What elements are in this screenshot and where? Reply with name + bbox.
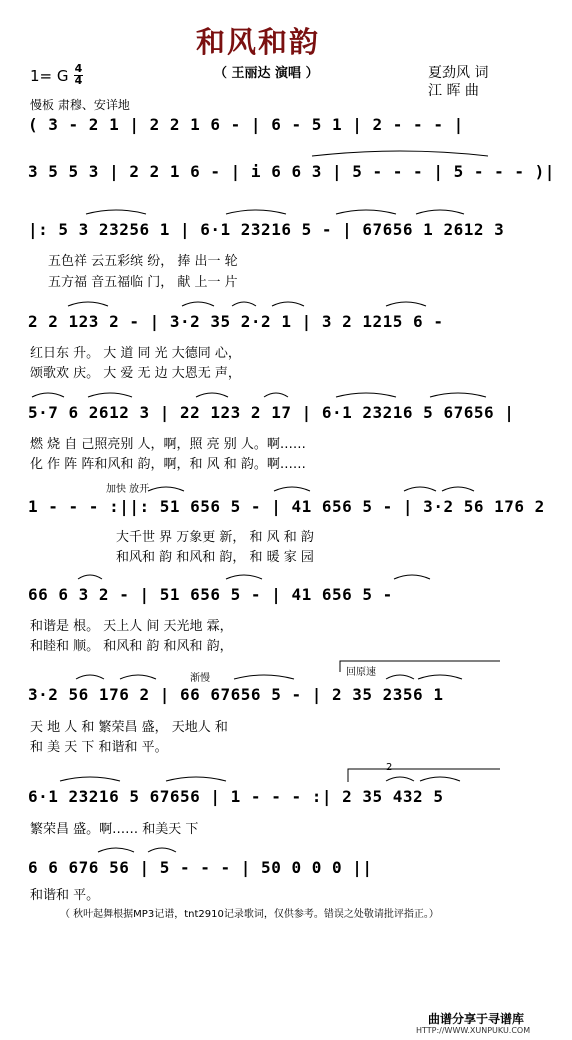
watermark-site-name: 曲谱分享于寻谱库	[428, 1012, 525, 1026]
slur	[232, 302, 256, 306]
lyric-line-7a: 和谐是 根。 天上人 间 天光地 霖，	[30, 619, 233, 634]
slur	[78, 575, 102, 579]
slur	[264, 393, 288, 397]
slur	[32, 393, 64, 397]
slur	[336, 210, 396, 214]
slur	[196, 393, 228, 397]
slur	[386, 777, 414, 781]
slur	[404, 487, 436, 491]
score-line-1: ( 3 - 2 1 | 2 2 1 6 - | 6 - 5 1 | 2 - - - |	[28, 115, 464, 134]
key-signature: 1= G	[30, 67, 69, 85]
lyric-line-8b: 和 美 天 下 和谐和 平。	[30, 740, 168, 755]
slur	[272, 302, 304, 306]
transcription-note: （ 秋叶起舞根据MP3记谱，tnt2910记录歌词，仅供参考。错误之处敬请批评指正。）	[60, 909, 439, 920]
slur	[234, 675, 294, 679]
slowdown-marking: 渐慢	[190, 673, 210, 684]
slur	[86, 210, 146, 214]
lyricist-credit: 夏劲风 词	[428, 65, 489, 81]
volta-two-label: 2	[386, 762, 393, 773]
slur	[68, 302, 108, 306]
lyric-line-7b: 和睦和 顺。 和风和 韵 和风和 韵，	[30, 639, 233, 654]
lyric-line-3a: 五色祥 云五彩缤 纷， 捧 出一 轮	[48, 254, 238, 269]
tempo-return-marking: 回原速	[346, 667, 376, 678]
composer-credit: 江 晖 曲	[428, 83, 479, 99]
slur	[386, 675, 414, 679]
score-line-2: 3 5 5 3 | 2 2 1 6 - | i 6 6 3 | 5 - - - | 5 - - - )|	[28, 162, 555, 181]
slur	[312, 151, 488, 156]
lyric-line-4a: 红日东 升。 大 道 同 光 大德同 心，	[30, 346, 241, 361]
score-line-5: 5·7 6 2612 3 | 22 123 2 17 | 6·1 23216 5 67656 |	[28, 403, 515, 422]
lyric-line-9a: 繁荣昌 盛。啊…… 和美天 下	[30, 822, 199, 837]
slur	[394, 575, 430, 579]
score-line-7: 66 6 3 2 - | 51 656 5 - | 41 656 5 -	[28, 585, 393, 604]
slur	[226, 575, 262, 579]
score-line-10: 6 6 676 56 | 5 - - - | 50 0 0 0 ||	[28, 858, 373, 877]
slur	[420, 777, 460, 781]
slur	[336, 393, 396, 397]
speedup-marking: 加快 放开	[106, 484, 150, 495]
slur	[386, 302, 426, 306]
lyric-line-3b: 五方福 音五福临 门， 献 上一 片	[48, 275, 238, 290]
slur	[430, 393, 486, 397]
slur	[274, 487, 310, 491]
lyric-line-6b: 和风和 韵 和风和 韵， 和 暖 家 园	[116, 550, 314, 565]
time-signature-bottom: 4	[74, 74, 83, 87]
lyric-line-5a: 燃 烧 自 己照亮别 人，啊，照 亮 别 人。啊……	[30, 437, 306, 452]
lyric-line-10a: 和谐和 平。	[30, 888, 100, 903]
slur	[416, 210, 464, 214]
slur	[76, 675, 104, 679]
tempo-marking: 慢板 肃穆、安详地	[30, 98, 130, 112]
time-signature-top: 4	[74, 62, 83, 75]
volta-one-bracket	[340, 661, 500, 672]
slur	[88, 393, 132, 397]
slur	[60, 777, 120, 781]
slur	[148, 848, 176, 852]
slur	[166, 777, 226, 781]
slur	[120, 675, 156, 679]
lyric-line-8a: 天 地 人 和 繁荣昌 盛， 天地人 和	[30, 720, 228, 735]
slur	[182, 302, 214, 306]
slur	[98, 848, 134, 852]
singer-credit: （ 王丽达 演唱 ）	[214, 66, 319, 81]
watermark-url: HTTP://WWW.XUNPUKU.COM	[416, 1026, 531, 1035]
score-line-8: 3·2 56 176 2 | 66 67656 5 - | 2 35 2356 1	[28, 685, 444, 704]
slur	[226, 210, 286, 214]
score-line-9: 6·1 23216 5 67656 | 1 - - - :| 2 35 432 5	[28, 787, 444, 806]
score-line-4: 2 2 123 2 - | 3·2 35 2·2 1 | 3 2 1215 6 -	[28, 312, 444, 331]
score-line-6: 1 - - - :||: 51 656 5 - | 41 656 5 - | 3·2 56 176 2	[28, 497, 545, 516]
slur	[148, 487, 184, 491]
slur	[418, 675, 462, 679]
page-title: 和风和韵	[196, 25, 321, 59]
lyric-line-5b: 化 作 阵 阵和风和 韵，啊，和 风 和 韵。啊……	[30, 457, 306, 472]
slur	[442, 487, 474, 491]
score-line-3: |: 5 3 23256 1 | 6·1 23216 5 - | 67656 1 2612 3	[28, 220, 505, 239]
lyric-line-4b: 颂歌欢 庆。 大 爱 无 边 大恩无 声，	[30, 366, 241, 381]
lyric-line-6a: 大千世 界 万象更 新， 和 风 和 韵	[116, 530, 314, 545]
